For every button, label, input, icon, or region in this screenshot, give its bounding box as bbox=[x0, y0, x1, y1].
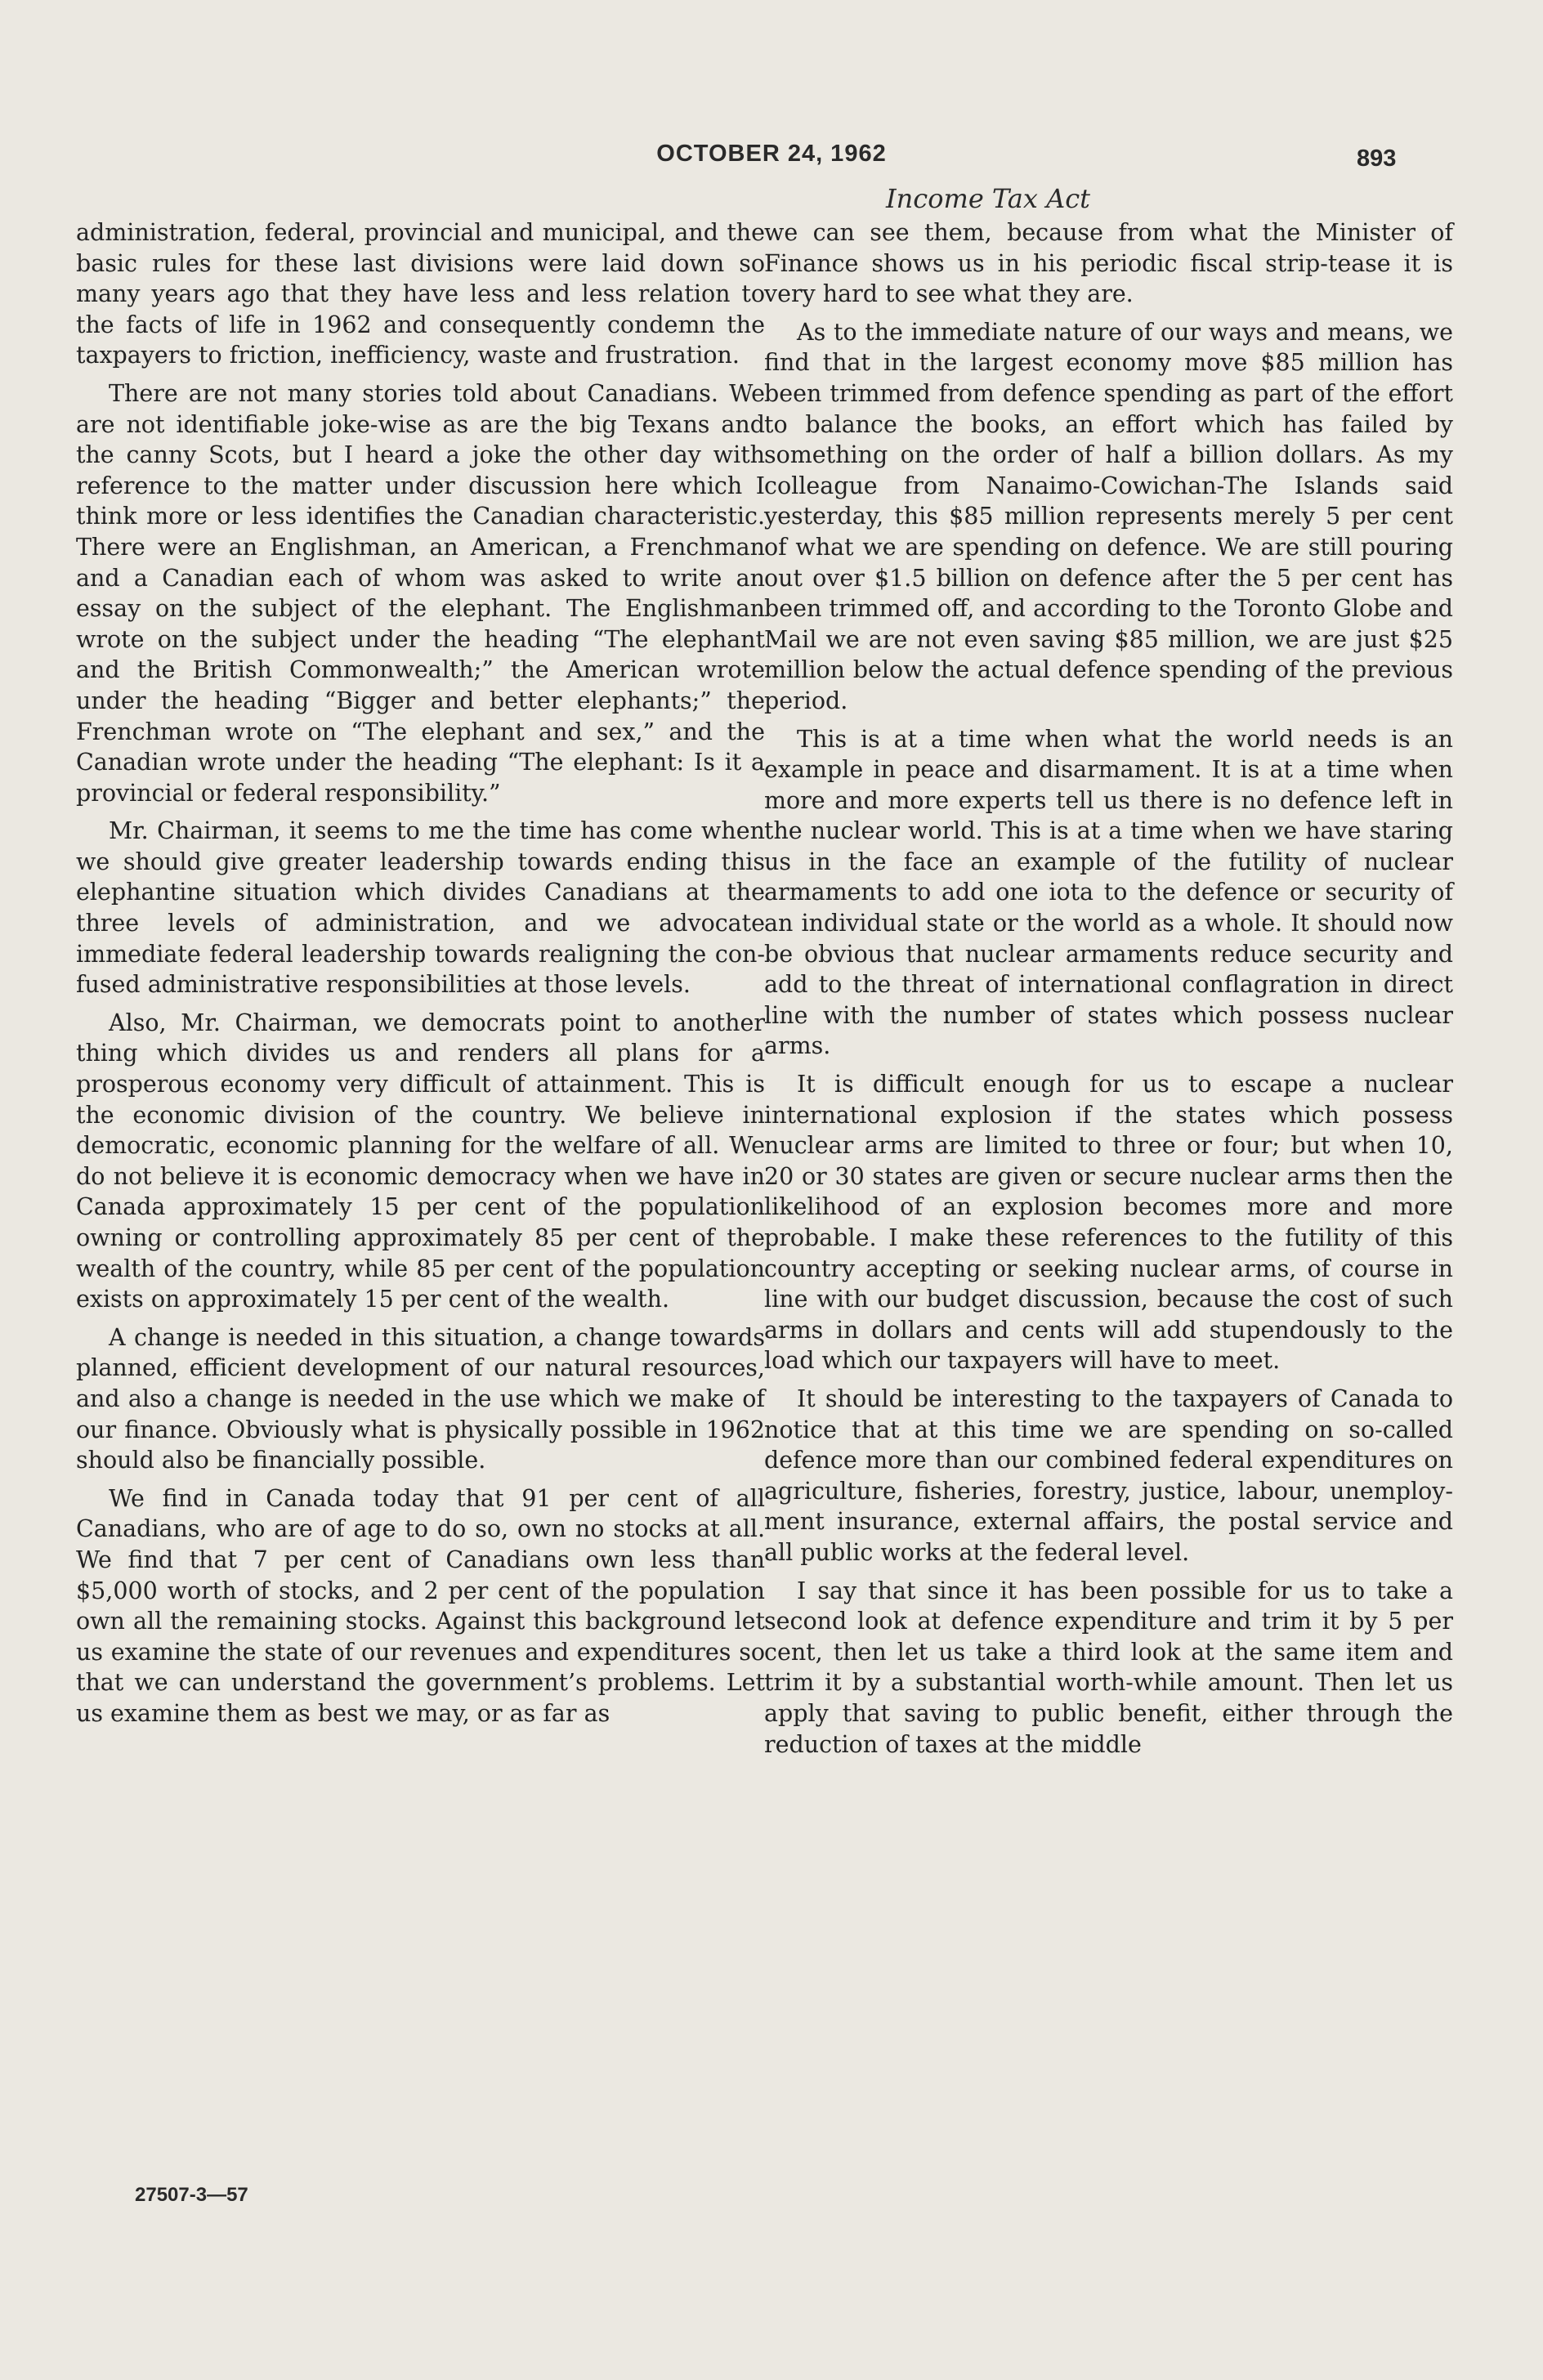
paragraph: It should be interesting to the taxpayers of Canada to notice that at this time we are spending on so-called defence more than our combined federal expenditures on agriculture, fisheries, forestry, justice, labour, unemployment insurance, external affairs, the postal service and all public works at the federal level. bbox=[764, 1385, 1453, 1566]
paragraph: A change is needed in this situation, a change towards planned, efficient development of our natural resources, and also a change is needed in the use which we make of our finance. Obviously what is physically possible in 1962 should also be financially possible. bbox=[76, 1323, 765, 1474]
paragraph: Also, Mr. Chairman, we democrats point to another thing which divides us and renders all plans for a prosperous economy very difficult of attainment. This is the economic division of the country. We believe in democratic, economic planning for the welfare of all. We do not believe it is economic democracy when we have in Canada approximately 15 per cent of the population owning or controlling approximately 85 per cent of the wealth of the country, while 85 per cent of the population exists on approximately 15 per cent of the wealth. bbox=[76, 1009, 765, 1313]
paragraph: administration, federal, provincial and municipal, and the basic rules for these last divisions were laid down so many years ago that they have less and less relation to the facts of life in 1962 and consequently condemn the taxpayers to friction, inefficiency, waste and frustration. bbox=[76, 219, 765, 369]
page-number: 893 bbox=[1357, 145, 1397, 172]
paragraph: I say that since it has been possible for us to take a second look at defence expenditure and trim it by 5 per cent, then let us take a third look at the same item and trim it by a substantial worth-while amount. Then let us apply that saving to public benefit, either through the reduction of taxes at the middle bbox=[764, 1577, 1453, 1758]
paragraph: There are not many stories told about Canadians. We are not identifiable joke-wise as are the big Texans and the canny Scots, but I heard a joke the other day with reference to the matter under discussion here which I think more or less identifies the Canadian characteristic. There were an Englishman, an American, a Frenchman and a Canadian each of whom was asked to write an essay on the subject of the elephant. The Englishman wrote on the subject under the heading “The elephant and the British Commonwealth;” the American wrote under the heading “Bigger and better elephants;” the Frenchman wrote on “The elephant and sex,” and the Canadian wrote under the heading “The elephant: Is it a provincial or federal responsibility.” bbox=[76, 379, 765, 807]
right-column bbox=[764, 217, 1453, 1767]
paragraph: It is difficult enough for us to escape a nuclear international explosion if the states which possess nuclear arms are limited to three or four; but when 10, 20 or 30 states are given or secure nuclear arms then the likelihood of an explosion becomes more and more probable. I make these references to the futility of this country accepting or seeking nuclear arms, of course in line with our budget discussion, because the cost of such arms in dollars and cents will add stupendously to the load which our taxpayers will have to meet. bbox=[764, 1071, 1453, 1375]
paragraph: This is at a time when what the world needs is an example in peace and disarmament. It is at a time when more and more experts tell us there is no defence left in the nuclear world. This is at a time when we have staring us in the face an example of the futility of nuclear armaments to add one iota to the defence or security of an individual state or the world as a whole. It should now be obvious that nuclear armaments reduce security and add to the threat of international conflagration in direct line with the number of states which possess nuclear arms. bbox=[764, 725, 1453, 1060]
paragraph: Mr. Chairman, it seems to me the time has come when we should give greater leadership towards ending this elephantine situation which divides Canadians at the three levels of administration, and we advocate immediate federal leadership towards realigning the confused administrative responsibilities at those levels. bbox=[76, 817, 765, 999]
paragraph: We find in Canada today that 91 per cent of all Canadians, who are of age to do so, own no stocks at all. We find that 7 per cent of Canadians own less than $5,000 worth of stocks, and 2 per cent of the population own all the remaining stocks. Against this background let us examine the state of our revenues and expenditures so that we can understand the government’s problems. Let us examine them as best we may, or as far as bbox=[76, 1484, 765, 1727]
footer-code: 27507-3—57 bbox=[135, 2184, 248, 2206]
paragraph: As to the immediate nature of our ways and means, we find that in the largest economy move $85 million has been trimmed from defence spending as part of the effort to balance the books, an effort which has failed by something on the order of half a billion dollars. As my colleague from Nanaimo-Cowichan-The Islands said yesterday, this $85 million represents merely 5 per cent of what we are spending on defence. We are still pouring out over $1.5 billion on defence after the 5 per cent has been trimmed off, and according to the Toronto Globe and Mail we are not even saving $85 million, we are just $25 million below the actual defence spending of the previous period. bbox=[764, 318, 1453, 714]
page-date: OCTOBER 24, 1962 bbox=[656, 141, 887, 167]
running-title: Income Tax Act bbox=[886, 183, 1090, 214]
left-column bbox=[76, 217, 765, 1737]
paragraph: we can see them, because from what the Minister of Finance shows us in his periodic fiscal strip-tease it is very hard to see what they are. bbox=[764, 219, 1453, 308]
